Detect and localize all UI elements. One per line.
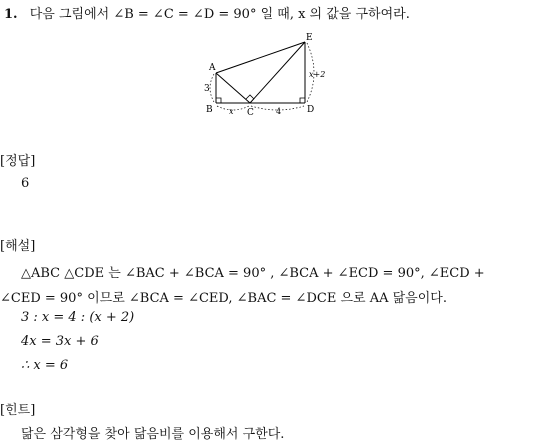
hint-heading: [힌트] xyxy=(0,403,36,418)
right-angle-D xyxy=(300,98,305,103)
brace-AB xyxy=(210,74,214,102)
answer-value: 6 xyxy=(21,176,30,191)
problem-text: 다음 그림에서 ∠B = ∠C = ∠D = 90° 일 때, x 의 값을 구하여라. xyxy=(29,7,410,22)
geometry-figure xyxy=(200,28,340,120)
right-angle-C xyxy=(246,95,254,99)
solution-heading: [해설] xyxy=(0,239,36,254)
label-side-BC: x xyxy=(229,107,234,116)
label-D: D xyxy=(307,105,315,115)
label-side-DE: x+2 xyxy=(309,70,326,79)
label-E: E xyxy=(306,33,313,43)
solution-step-1: 3 : x = 4 : (x + 2) xyxy=(21,310,135,325)
label-side-CD: 4 xyxy=(276,107,282,116)
answer-heading: [정답] xyxy=(0,154,36,169)
problem-row xyxy=(4,3,410,22)
label-side-AB: 3 xyxy=(204,84,210,94)
solution-step-2: 4x = 3x + 6 xyxy=(21,334,99,349)
label-A: A xyxy=(209,63,216,73)
problem-number: 1. xyxy=(4,7,18,22)
solution-step-3: ∴ x = 6 xyxy=(21,358,69,373)
solution-line-2: ∠CED = 90° 이므로 ∠BCA = ∠CED, ∠BAC = ∠DCE 으로 AA 닮음이다. xyxy=(0,291,447,306)
label-B: B xyxy=(206,105,213,115)
hint-text: 닮은 삼각형을 찾아 닮음비를 이용해서 구한다. xyxy=(21,427,285,442)
solution-line-1: △ABC △CDE 는 ∠BAC + ∠BCA = 90° , ∠BCA + ∠ECD = 90°, ∠ECD + xyxy=(21,266,485,281)
label-C: C xyxy=(247,108,254,118)
right-angle-B xyxy=(216,98,221,103)
